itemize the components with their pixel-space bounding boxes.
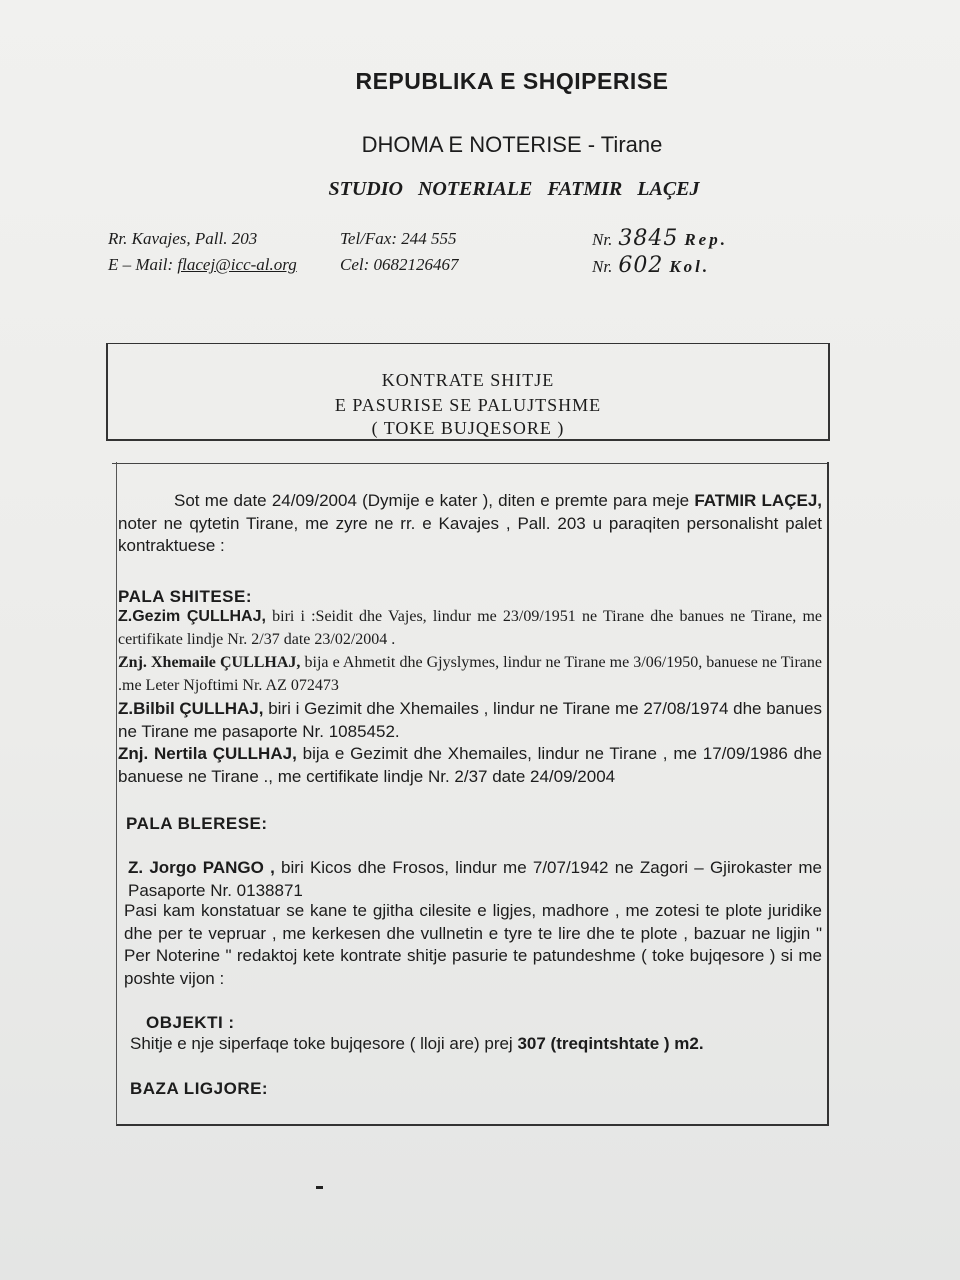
seller-entry: [118, 743, 822, 788]
kol-nr-label: Nr.: [592, 257, 613, 276]
telfax-text: Tel/Fax: 244 555: [340, 229, 457, 248]
kol-label: Kol.: [669, 257, 711, 276]
seller-details: biri i Gezimit dhe Xhemailes , lindur ne Tirane me 27/08/1974 dhe banues ne Tirane me pasaporte Nr. 1085452.: [118, 699, 822, 741]
stray-mark: [316, 1186, 323, 1189]
kol-number-handwritten: 602: [618, 253, 664, 278]
address-text: Rr. Kavajes, Pall. 203: [108, 229, 258, 248]
buyer-name: Z. Jorgo PANGO ,: [128, 858, 275, 877]
intro-paragraph: [118, 490, 822, 558]
object-description: [130, 1033, 820, 1056]
email-label: E – Mail:: [108, 255, 174, 274]
intro-prefix: Sot me date 24/09/2004 (Dymije e kater ), diten e premte para meje: [174, 491, 690, 510]
object-amount: 307 (treqintshtate ): [517, 1034, 670, 1053]
rep-label: Rep.: [684, 230, 728, 249]
kol-number-line: [592, 253, 728, 280]
email-link[interactable]: flacej@icc-al.org: [177, 255, 297, 274]
seller-details: bija e Ahmetit dhe Gjyslymes, lindur ne Tirane me 3/06/1950, banuese ne Tirane .me Leter Njoftimi Nr. AZ 072473: [118, 654, 822, 694]
contact-address-block: [108, 226, 297, 278]
seller-entry: [118, 652, 822, 697]
republic-heading: REPUBLIKA E SHQIPERISE: [355, 68, 669, 94]
seller-name: Z.Bilbil ÇULLHAJ,: [118, 699, 264, 718]
contract-title-line1: KONTRATE SHITJE: [381, 370, 555, 390]
rep-number-line: [592, 226, 728, 253]
rep-number-handwritten: 3845: [618, 226, 679, 251]
seller-entry: [118, 606, 822, 651]
contact-phone-block: [340, 226, 459, 278]
chamber-heading: DHOMA E NOTERISE - Tirane: [361, 132, 663, 157]
cel-text: Cel: 0682126467: [340, 255, 459, 274]
notary-name: FATMIR LAÇEJ,: [694, 491, 822, 510]
legal-basis-label: BAZA LIGJORE:: [130, 1079, 269, 1098]
email-line: [108, 252, 297, 278]
buyer-entry: [128, 857, 822, 902]
notary-statement: Pasi kam konstatuar se kane te gjitha cilesite e ligjes, madhore , me zotesi te plote juridike dhe per te vepruar , me kerkesen dhe vullnetin e tyre te lire dhe te plote , bazuar ne ligjin " Per Noterine " redaktoj kete kontrate shitje pasurie te patundeshme ( toke bujqesore ) si me poshte vijon :: [124, 901, 822, 988]
intro-suffix: noter ne qytetin Tirane, me zyre ne rr. e Kavajes , Pall. 203 u paraqiten personalisht palet kontraktuese :: [118, 513, 822, 555]
seller-name: Znj. Nertila ÇULLHAJ,: [118, 744, 297, 763]
object-label: OBJEKTI :: [146, 1013, 235, 1032]
contract-title-line3: ( TOKE BUJQESORE ): [371, 418, 565, 438]
registry-numbers: [592, 226, 728, 280]
contract-title-box: [106, 343, 830, 441]
object-prefix: Shitje e nje siperfaqe toke bujqesore ( lloji are) prej: [130, 1034, 513, 1053]
sellers-label: PALA SHITESE:: [118, 587, 253, 606]
seller-entry: [118, 698, 822, 743]
seller-details: bija e Gezimit dhe Xhemailes, lindur ne Tirane , me 17/09/1986 dhe banuese ne Tirane ., me certifikate lindje Nr. 2/37 date 24/09/2004: [118, 744, 822, 786]
seller-details: biri i :Seidit dhe Vajes, lindur me 23/09/1951 ne Tirane dhe banues ne Tirane, me certifikate lindje Nr. 2/37 date 23/02/2004 .: [118, 608, 823, 648]
seller-name: Z.Gezim ÇULLHAJ,: [118, 608, 266, 625]
studio-heading: STUDIO NOTERIALE FATMIR LAÇEJ: [328, 178, 700, 200]
seller-name: Znj. Xhemaile ÇULLHAJ,: [118, 654, 301, 671]
buyer-details: biri Kicos dhe Frosos, lindur me 7/07/1942 ne Zagori – Gjirokaster me Pasaporte Nr. 0138871: [128, 858, 822, 900]
object-unit: m2.: [674, 1034, 704, 1053]
buyers-label: PALA BLERESE:: [126, 814, 268, 833]
rep-nr-label: Nr.: [592, 230, 613, 249]
contract-title-line2: E PASURISE SE PALUJTSHME: [334, 395, 602, 415]
